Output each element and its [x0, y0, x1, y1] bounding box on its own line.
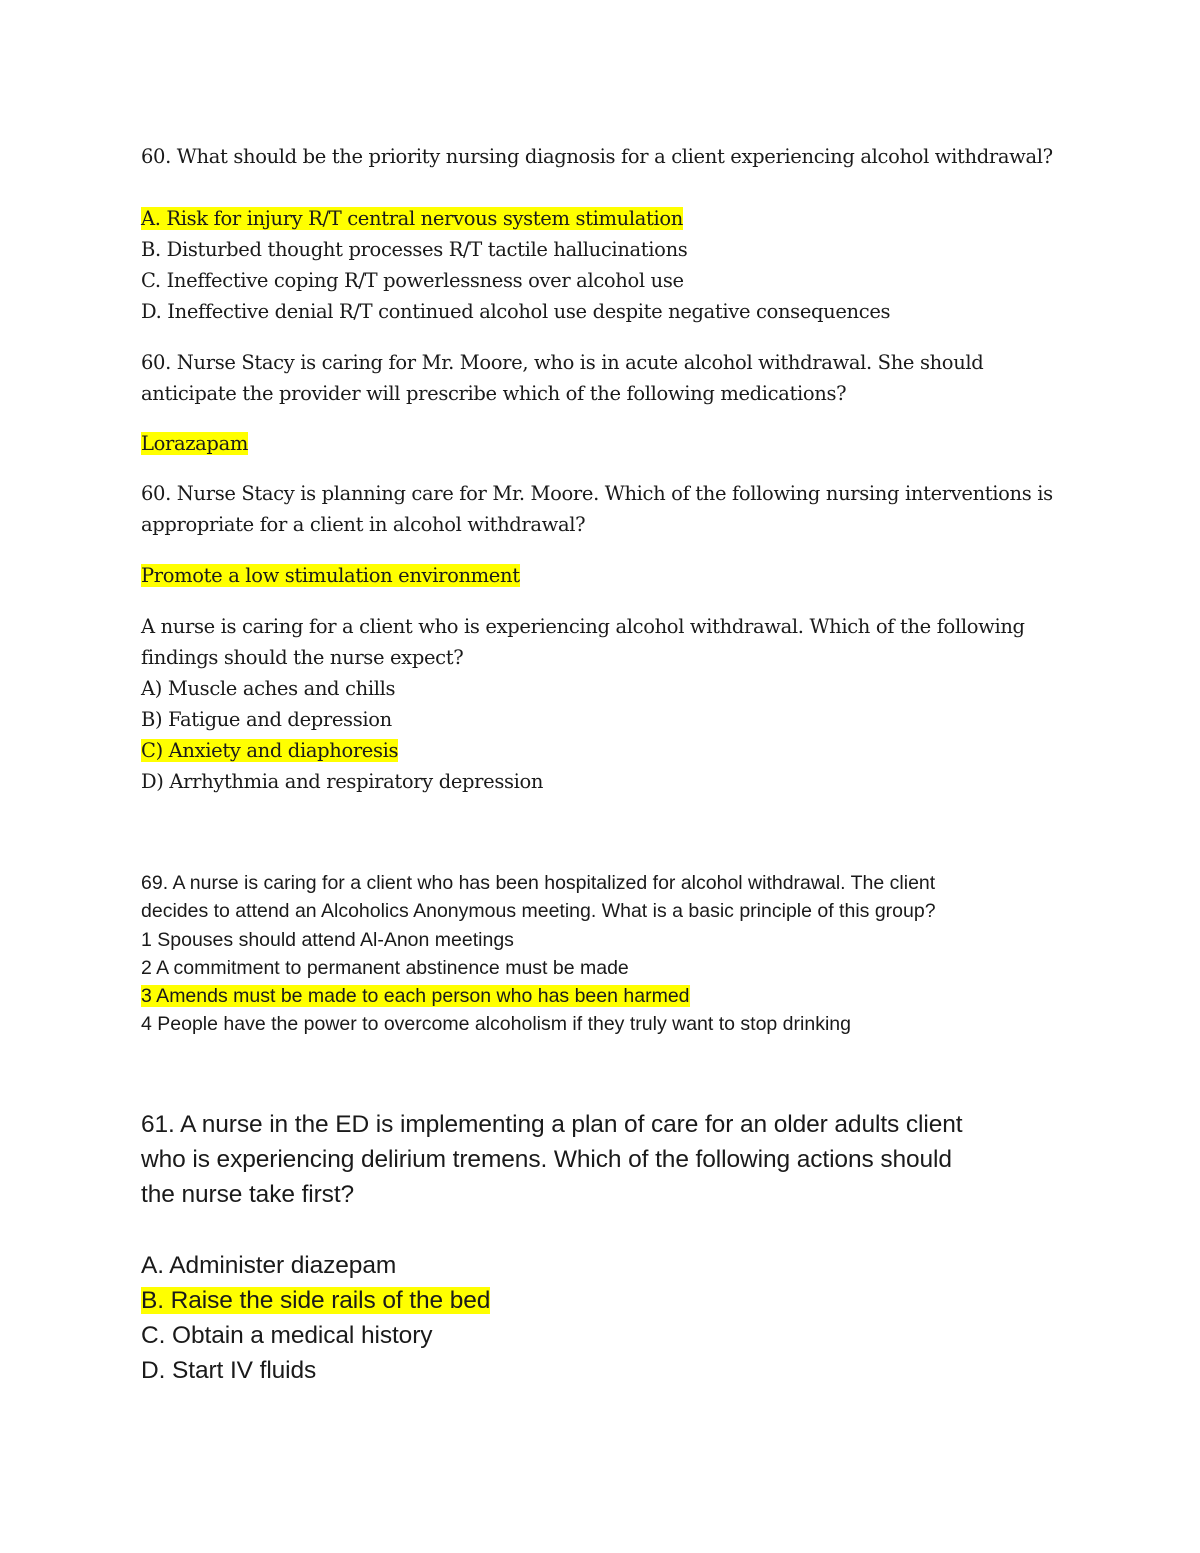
- question-4: [141, 611, 1071, 797]
- option-d: D. Start IV fluids: [141, 1357, 317, 1384]
- option-2: 2 A commitment to permanent abstinence must be made: [141, 956, 629, 979]
- option-c: C. Ineffective coping R/T powerlessness over alcohol use: [141, 269, 684, 292]
- question-5-line-2: decides to attend an Alcoholics Anonymous meeting. What is a basic principle of this group?: [141, 900, 936, 923]
- question-5-line-1: 69. A nurse is caring for a client who has been hospitalized for alcohol withdrawal. The client: [141, 872, 936, 894]
- question-2-answer: [141, 428, 1071, 459]
- option-4: 4 People have the power to overcome alcoholism if they truly want to stop drinking: [141, 1013, 851, 1036]
- question-3: [141, 478, 1071, 540]
- question-6: [141, 1107, 1071, 1212]
- answer-highlight: Promote a low stimulation environment: [141, 564, 520, 587]
- option-c: C. Obtain a medical history: [141, 1322, 433, 1349]
- question-3-line-2: appropriate for a client in alcohol withdrawal?: [141, 513, 586, 536]
- option-b-correct: B. Raise the side rails of the bed: [141, 1287, 491, 1314]
- option-a-correct: A. Risk for injury R/T central nervous system stimulation: [141, 207, 683, 230]
- question-2-line-2: anticipate the provider will prescribe which of the following medications?: [141, 382, 847, 405]
- question-4-line-2: findings should the nurse expect?: [141, 646, 464, 669]
- question-3-line-1: 60. Nurse Stacy is planning care for Mr. Moore. Which of the following nursing interventions is: [141, 482, 1053, 505]
- question-1-text: 60. What should be the priority nursing diagnosis for a client experiencing alcohol withdrawal?: [141, 145, 1053, 168]
- question-4-line-1: A nurse is caring for a client who is experiencing alcohol withdrawal. Which of the following: [141, 615, 1025, 638]
- option-d: D) Arrhythmia and respiratory depression: [141, 770, 544, 793]
- question-5: [141, 869, 1071, 1039]
- option-a: A. Administer diazepam: [141, 1252, 397, 1279]
- option-b: B. Disturbed thought processes R/T tactile hallucinations: [141, 238, 688, 261]
- question-6-options: [141, 1248, 1071, 1388]
- question-6-line-1: 61. A nurse in the ED is implementing a plan of care for an older adults client: [141, 1111, 963, 1138]
- question-6-line-3: the nurse take first?: [141, 1181, 355, 1208]
- option-b: B) Fatigue and depression: [141, 708, 392, 731]
- option-a: A) Muscle aches and chills: [141, 677, 396, 700]
- option-1: 1 Spouses should attend Al-Anon meetings: [141, 928, 514, 951]
- option-3-correct: 3 Amends must be made to each person who has been harmed: [141, 985, 690, 1008]
- answer-highlight: Lorazapam: [141, 432, 248, 455]
- question-3-answer: [141, 560, 1071, 591]
- question-1: [141, 141, 1071, 172]
- question-2: [141, 347, 1071, 409]
- option-d: D. Ineffective denial R/T continued alcohol use despite negative consequences: [141, 300, 891, 323]
- question-6-line-2: who is experiencing delirium tremens. Which of the following actions should: [141, 1146, 952, 1173]
- question-2-line-1: 60. Nurse Stacy is caring for Mr. Moore, who is in acute alcohol withdrawal. She should: [141, 351, 984, 374]
- question-1-options: [141, 203, 1071, 327]
- option-c-correct: C) Anxiety and diaphoresis: [141, 739, 399, 762]
